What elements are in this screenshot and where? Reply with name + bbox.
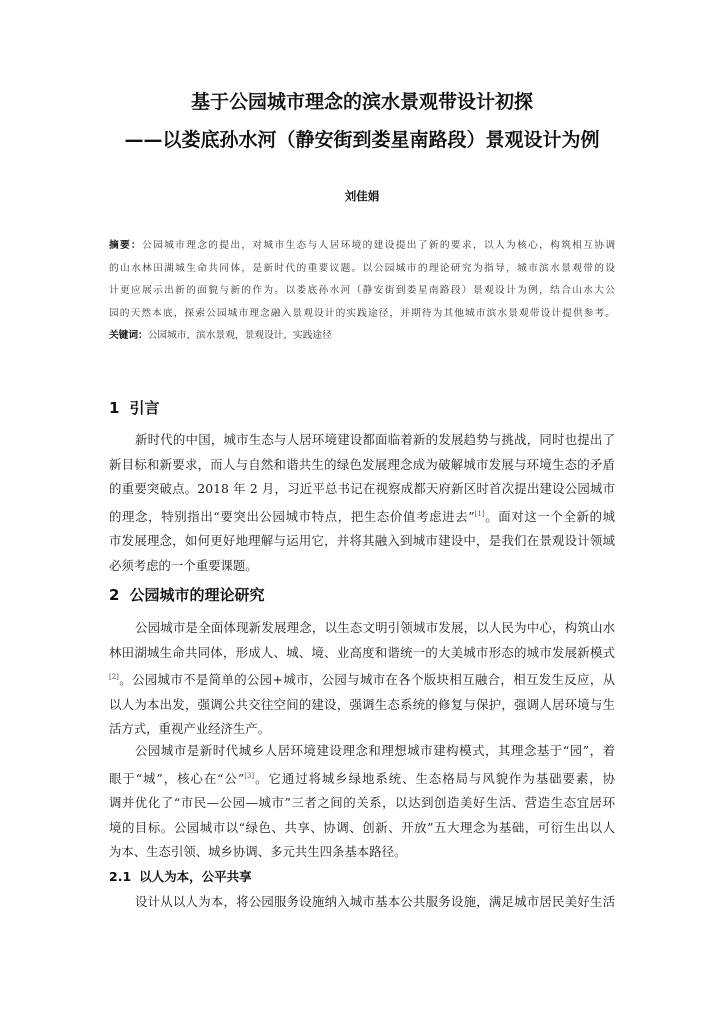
abstract-label: 摘要： [109,240,143,251]
abstract-line: 摘要：公园城市理念的提出，对城市生态与人居环境的建设提出了新的要求，以人为核心，构筑相互协调 [109,240,616,251]
paragraph-line: 市发展理念，如何更好地理解与运用它，并将其融入到城市建设中，是我们在景观设计领域 [109,533,615,549]
section-heading-introduction: 1 引言 [109,399,160,417]
citation-ref: [1] [474,509,485,518]
paragraph-line: 必须考虑的一个重要课题。 [109,557,258,573]
keywords-text: 公园城市，滨水景观，景观设计，实践途径 [147,330,332,341]
paragraph-line: 设计从以人为本，将公园服务设施纳入城市基本公共服务设施，满足城市居民美好生活 [135,894,615,909]
paragraph-line: 眼于“城”，核心在“公”[3]。它通过将城乡绿地系统、生态格局与风貌作为基础要素，协 [109,770,616,786]
abstract-block [109,235,615,348]
abstract-line: 的山水林田湖城生命共同体，是新时代的重要议题。以公园城市的理论研究为指导，城市滨水景观带的设 [109,262,615,274]
paragraph-line: [2]。公园城市不是简单的公园+城市，公园与城市在各个版块相互融合，相互发生反应，从 [109,672,615,688]
abstract-line: 园的天然本底，探索公园城市理念融入景观设计的实践途径，并期待为其他城市滨水景观带设计提供参考。 [109,307,615,319]
paragraph-line: 林田湖城生命共同体，形成人、城、境、业高度和谐统一的大美城市形态的城市发展新模式 [109,644,615,660]
paragraph-line: 调并优化了“市民—公园—城市”三者之间的关系，以达到创造美好生活、营造生态宜居环 [109,795,615,811]
theory-paragraph-2 [109,739,615,865]
keywords-line [109,325,615,348]
author-name: 刘佳娟 [344,189,380,203]
paragraph-line: 为本、生态引领、城乡协调、多元共生四条基本路径。 [109,844,407,860]
section-heading-theory: 2 公园城市的理论研究 [109,586,265,604]
paragraph-line: 公园城市是全面体现新发展理念，以生态文明引领城市发展，以人民为中心，构筑山水 [135,620,615,635]
subsection-heading: 2.1 以人为本，公平共享 [109,869,252,884]
citation-ref: [2] [109,673,119,681]
paragraph-line: 以人为本出发，强调公共交往空间的建设，强调生态系统的修复与保护，强调人居环境与生 [109,696,615,712]
theory-paragraph-1 [109,616,615,742]
subsection-paragraph [109,890,615,915]
paragraph-line: 的重要突破点。2018 年 2 月，习近平总书记在视察成都天府新区时首次提出建设公园城市 [109,481,615,496]
paragraph-line: 新目标和新要求，而人与自然和谐共生的绿色发展理念成为破解城市发展与环境生态的矛盾 [109,456,615,472]
paragraph-line: 新时代的中国，城市生态与人居环境建设都面临着新的发展趋势与挑战，同时也提出了 [135,432,615,447]
paragraph-line: 公园城市是新时代城乡人居环境建设理念和理想城市建构模式，其理念基于“园”，着 [135,743,615,758]
keywords-label: 关键词： [109,330,148,341]
paragraph-line: 境的目标。公园城市以“绿色、共享、协调、创新、开放”五大理念为基础，可衍生出以人 [109,819,615,835]
paper-title: 基于公园城市理念的滨水景观带设计初探 [190,91,533,113]
abstract-line: 计更应展示出新的面貌与新的作为。以娄底孙水河（静安街到娄星南路段）景观设计为例，结合山水大公 [109,285,615,296]
paragraph-line: 的理念，特别指出“要突出公园城市特点，把生态价值考虑进去”[1]。面对这一个全新的城 [109,508,616,524]
paper-subtitle: ——以娄底孙水河（静安街到娄星南路段）景观设计为例 [124,129,600,151]
citation-ref: [3] [244,771,255,780]
introduction-paragraph [109,428,615,578]
paragraph-line: 活方式，重视产业经济生产。 [109,721,271,737]
